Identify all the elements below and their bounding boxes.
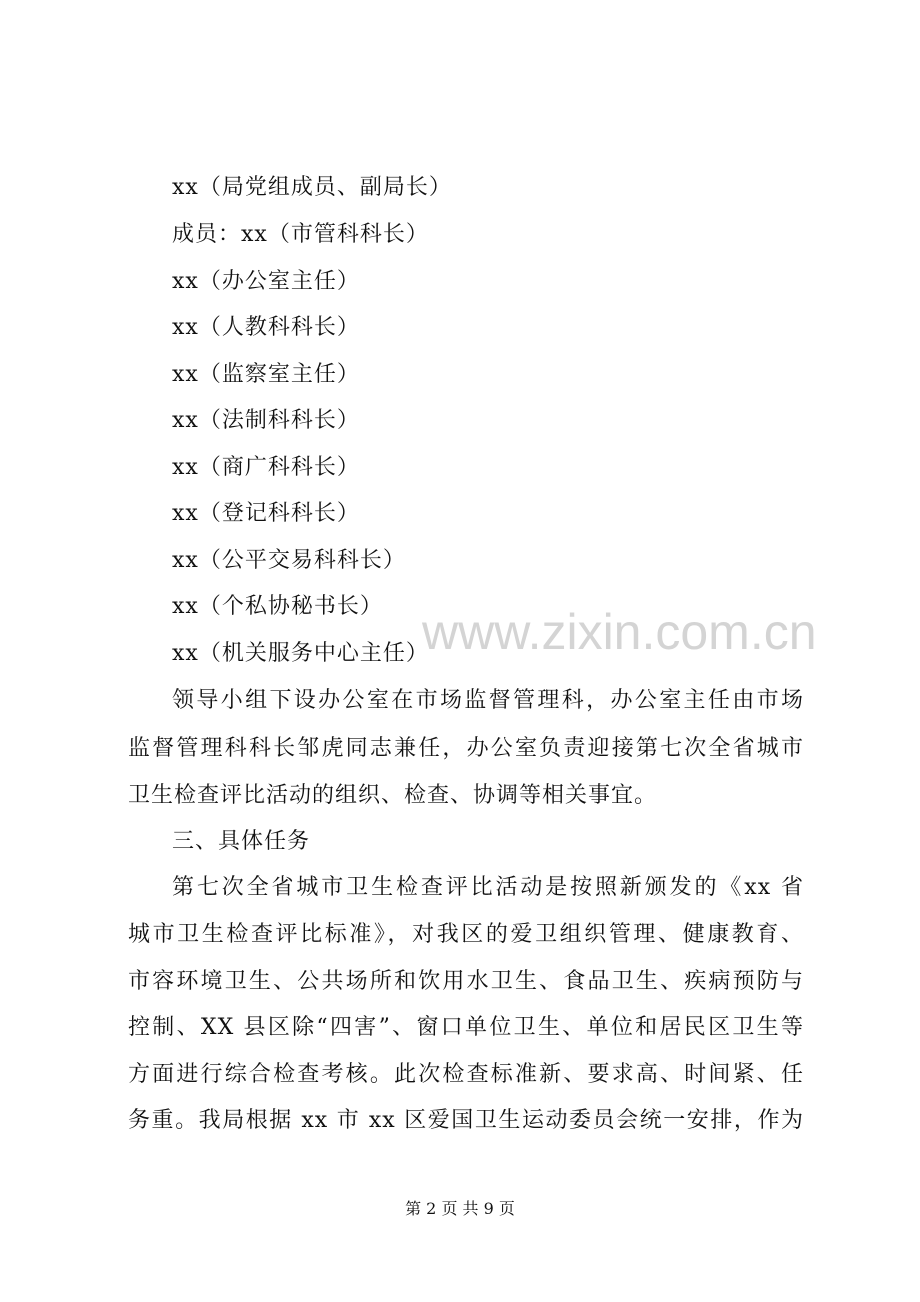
- paragraph-line: 第七次全省城市卫生检查评比活动是按照新颁发的《xx 省: [172, 875, 804, 900]
- roster-line: xx（办公室主任）: [172, 269, 360, 294]
- paragraph-line: 领导小组下设办公室在市场监督管理科，办公室主任由市场: [172, 688, 804, 713]
- paragraph-line: 卫生检查评比活动的组织、检查、协调等相关事宜。: [128, 783, 658, 808]
- roster-line: xx（机关服务中心主任）: [172, 641, 429, 666]
- paragraph-line: 监督管理科科长邹虎同志兼任，办公室负责迎接第七次全省城市: [128, 736, 804, 761]
- roster-line: xx（登记科科长）: [172, 501, 360, 526]
- section-heading: 三、具体任务: [172, 829, 311, 854]
- paragraph-line: 市容环境卫生、公共场所和饮用水卫生、食品卫生、疾病预防与: [128, 969, 804, 994]
- roster-line: xx（个私协秘书长）: [172, 594, 383, 619]
- paragraph-line: 城市卫生检查评比标准》，对我区的爱卫组织管理、健康教育、: [128, 922, 804, 947]
- watermark: www.zixin.com.cn: [422, 604, 817, 660]
- roster-line: xx（局党组成员、副局长）: [172, 175, 452, 200]
- roster-line: xx（监察室主任）: [172, 362, 360, 387]
- roster-line: xx（公平交易科科长）: [172, 548, 406, 573]
- roster-line: xx（人教科科长）: [172, 315, 360, 340]
- paragraph-line: 务重。我局根据 xx 市 xx 区爱国卫生运动委员会统一安排，作为: [128, 1108, 804, 1133]
- roster-line: xx（商广科科长）: [172, 455, 360, 480]
- roster-line: xx（法制科科长）: [172, 408, 360, 433]
- page-footer: 第 2 页 共 9 页: [405, 1199, 515, 1218]
- roster-line: 成员：xx（市管科科长）: [172, 222, 429, 247]
- paragraph-line: 控制、XX 县区除“四害”、窗口单位卫生、单位和居民区卫生等: [128, 1015, 804, 1040]
- paragraph-line: 方面进行综合检查考核。此次检查标准新、要求高、时间紧、任: [128, 1062, 804, 1087]
